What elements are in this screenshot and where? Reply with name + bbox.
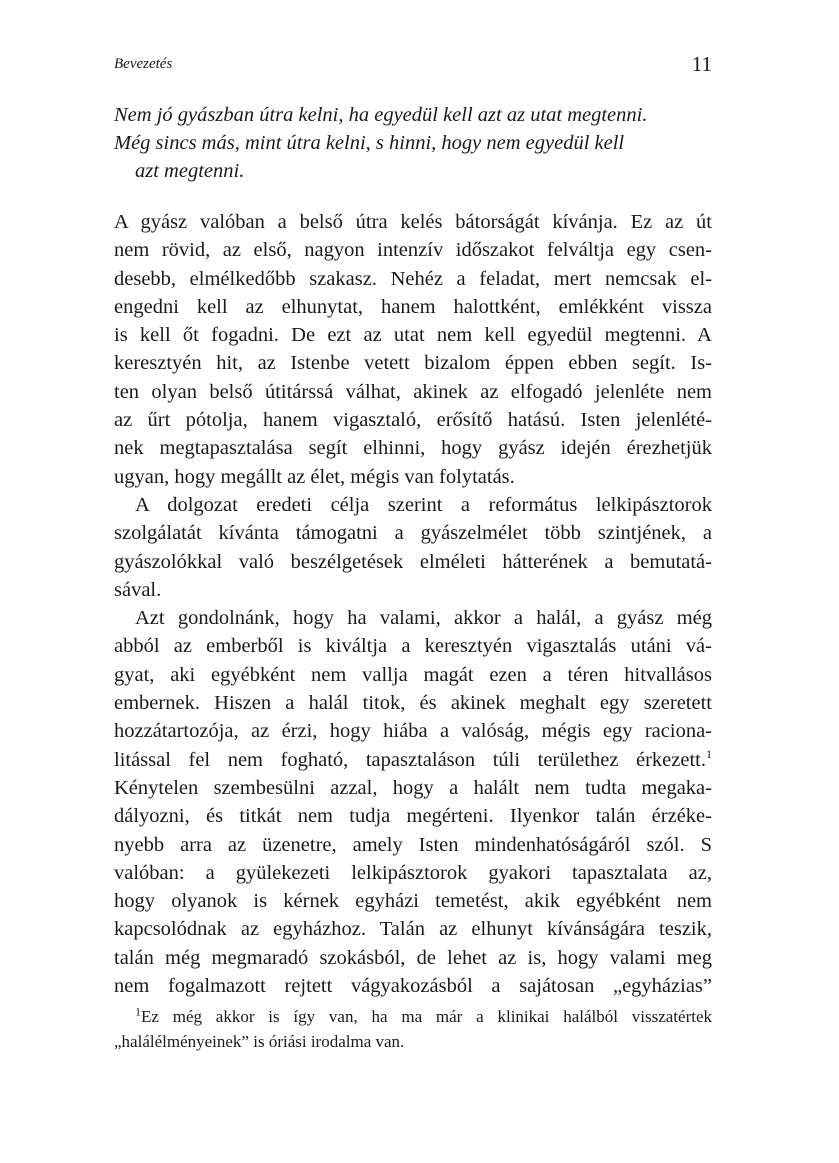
footnote-mark: 1 [135,1004,141,1019]
motto-quote [114,101,714,185]
footnote [114,1004,712,1054]
text-line: Kénytelen szembesülni azzal, hogy a halált nem tudta megaka- [114,776,712,799]
text-line: A dolgozat eredeti célja szerint a református lelkipásztorok [135,493,712,516]
footnote-text: Ez még akkor is így van, ha ma már a klinikai halálból visszatértek [141,1007,712,1026]
text-line: nem fogalmazott rejtett vágyakozásból a sajátosan „egyházias” [114,975,712,998]
text-line-with-footnote [114,746,712,774]
text-line: szolgálatát kívánta támogatni a gyászelmélet több szintjének, a [114,522,712,545]
motto-line: azt megtenni. [135,160,245,182]
text-line-content: litással fel nem fogható, tapasztaláson túli területhez érkezett. [114,748,706,771]
body-text [114,208,712,1000]
text-line: is kell őt fogadni. De ezt az utat nem kell egyedül megtenni. A [114,324,712,347]
motto-line: Nem jó gyászban útra kelni, ha egyedül kell azt az utat megtenni. [114,104,648,126]
text-line: kapcsolódnak az egyházhoz. Talán az elhunyt kívánságára teszik, [114,918,712,941]
text-line: az űrt pótolja, hanem vigasztaló, erősítő hatású. Isten jelenlété- [114,409,712,432]
text-line: A gyász valóban a belső útra kelés bátorságát kívánja. Ez az út [114,211,712,233]
text-line: valóban: a gyülekezeti lelkipásztorok gyakori tapasztalata az, [114,861,712,884]
text-line: sával. [114,578,162,601]
text-line: hogy olyanok is kérnek egyházi temetést, akik egyébként nem [114,890,712,913]
text-line: keresztyén hit, az Istenbe vetett bizalom éppen ebben segít. Is- [114,352,712,375]
text-line: gyászolókkal való beszélgetések elméleti hátterének a bemutatá- [114,550,712,573]
text-line: hozzátartozója, az érzi, hogy hiába a valóság, mégis egy raciona- [114,720,712,743]
page-number: 11 [691,52,712,76]
footnote-reference: 1 [706,746,712,761]
text-line: dályozni, és titkát nem tudja megérteni. Ilyenkor talán érzéke- [114,805,712,828]
footnote-line [114,1004,712,1029]
text-line: abból az emberből is kiváltja a keresztyén vigasztalás utáni vá- [114,635,712,658]
page-header [114,52,712,82]
text-line: talán még megmaradó szokásból, de lehet az is, hogy valami meg [114,946,712,969]
footnote-line: „halálélményeinek” is óriási irodalma van. [114,1032,405,1051]
text-line: nyebb arra az üzenetre, amely Isten mindenhatóságáról szól. S [114,833,712,856]
text-line: embernek. Hiszen a halál titok, és akinek meghalt egy szeretett [114,692,712,715]
text-line: engedni kell az elhunytat, hanem halottként, emlékként vissza [114,295,712,318]
text-line: nem rövid, az első, nagyon intenzív időszakot felváltja egy csen- [114,239,712,262]
running-head: Bevezetés [114,56,173,72]
text-line: gyat, aki egyébként nem vallja magát ezen a téren hitvallásos [114,663,712,686]
motto-line: Még sincs más, mint útra kelni, s hinni, hogy nem egyedül kell [114,132,625,154]
text-line: ten olyan belső útitárssá válhat, akinek az elfogadó jelenléte nem [114,380,712,403]
text-line: ugyan, hogy megállt az élet, mégis van folytatás. [114,465,515,488]
text-line: Azt gondolnánk, hogy ha valami, akkor a halál, a gyász még [135,607,712,630]
text-line: desebb, elmélkedőbb szakasz. Nehéz a feladat, mert nemcsak el- [114,267,712,290]
text-line: nek megtapasztalása segít elhinni, hogy gyász idején érezhetjük [114,437,712,460]
